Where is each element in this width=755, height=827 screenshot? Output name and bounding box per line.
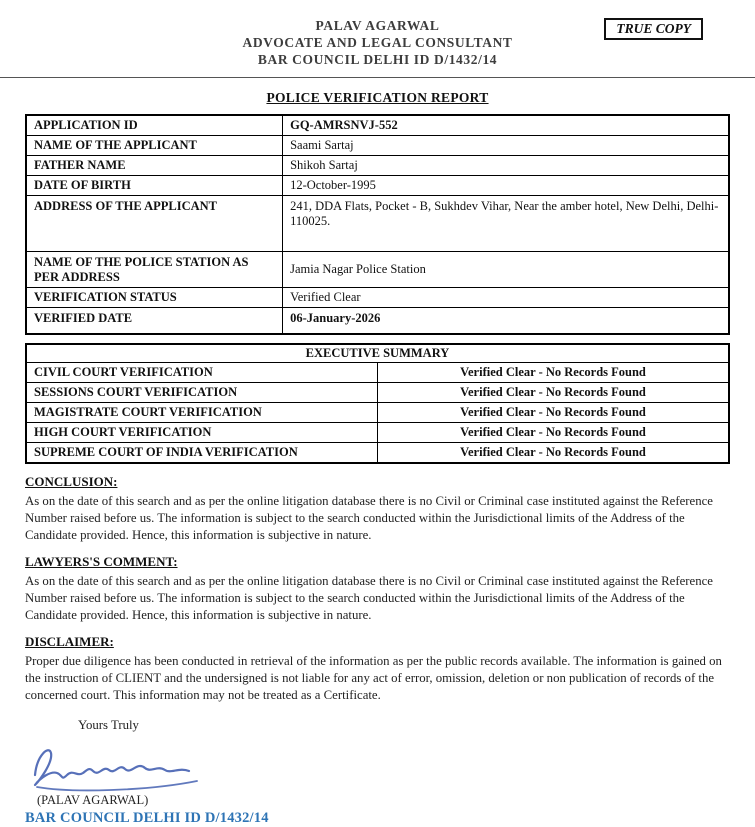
table-row [26,382,729,402]
verification-result: Verified Clear - No Records Found [378,362,730,382]
verification-label: SUPREME COURT OF INDIA VERIFICATION [26,442,378,463]
document-body [25,114,730,827]
verification-label: MAGISTRATE COURT VERIFICATION [26,402,378,422]
table-row [26,288,729,308]
table-row [26,115,729,136]
table-row [26,156,729,176]
field-label: VERIFIED DATE [26,308,283,334]
advocate-designation: ADVOCATE AND LEGAL CONSULTANT [242,35,513,50]
table-row [26,442,729,463]
section-text: As on the date of this search and as per the online litigation database there is no Civil or Criminal case instituted against the Reference Number raised before us. The information is subject to the search conducted within the Jurisdictional limits of the Address of the Candidate provided. Hence, this information is subjective in nature. [25,493,713,542]
section-heading: LAWYERS'S COMMENT: [25,553,178,569]
field-value: Saami Sartaj [283,136,729,156]
verification-result: Verified Clear - No Records Found [378,382,730,402]
section-heading: CONCLUSION: [25,473,118,489]
verification-result: Verified Clear - No Records Found [378,402,730,422]
field-label: DATE OF BIRTH [26,176,283,196]
executive-summary-table [25,343,730,464]
field-value: Verified Clear [283,288,729,308]
field-value: Jamia Nagar Police Station [283,252,729,288]
table-row [26,402,729,422]
verification-result: Verified Clear - No Records Found [378,422,730,442]
true-copy-stamp: TRUE COPY [604,18,703,40]
section-heading: DISCLAIMER: [25,633,114,649]
section-lawyers-comment [25,554,730,624]
table-row [26,196,729,252]
table-row [26,308,729,334]
report-title: POLICE VERIFICATION REPORT [266,90,489,105]
table-row [26,252,729,288]
advocate-bar-id: BAR COUNCIL DELHI ID D/1432/14 [257,52,498,67]
verification-label: HIGH COURT VERIFICATION [26,422,378,442]
verification-label: SESSIONS COURT VERIFICATION [26,382,378,402]
field-label: APPLICATION ID [26,115,283,136]
verification-label: CIVIL COURT VERIFICATION [26,362,378,382]
field-label: NAME OF THE APPLICANT [26,136,283,156]
field-label: ADDRESS OF THE APPLICANT [26,196,283,252]
executive-summary-title: EXECUTIVE SUMMARY [26,344,729,363]
field-value: 12-October-1995 [283,176,729,196]
letterhead-divider [0,77,755,78]
table-header-row [26,344,729,363]
field-label: NAME OF THE POLICE STATION AS PER ADDRESS [26,252,283,288]
applicant-details-table [25,114,730,335]
section-text: As on the date of this search and as per the online litigation database there is no Civil or Criminal case instituted against the Reference Number raised before us. The information is subject to the search conducted within the Jurisdictional limits of the Address of the Candidate provided. Hence, this information is subjective in nature. [25,573,713,622]
field-label: VERIFICATION STATUS [26,288,283,308]
signatory-name: (PALAV AGARWAL) [37,792,149,807]
table-row [26,422,729,442]
field-label: FATHER NAME [26,156,283,176]
section-text: Proper due diligence has been conducted in retrieval of the information as per the public records available. The information is gained on the instruction of CLIENT and the undersigned is not liable for any act of error, omission, deletion or non publication of records of the concerned court. This information may not be treated as a Certificate. [25,653,722,702]
signatory-bar-id: BAR COUNCIL DELHI ID D/1432/14 [25,809,269,826]
closing-line: Yours Truly [78,717,139,732]
table-row [26,176,729,196]
table-row [26,136,729,156]
field-value: Shikoh Sartaj [283,156,729,176]
section-conclusion [25,474,730,544]
advocate-name: PALAV AGARWAL [315,18,440,33]
field-value: GQ-AMRSNVJ-552 [283,115,729,136]
table-row [26,362,729,382]
field-value: 241, DDA Flats, Pocket - B, Sukhdev Vihar, Near the amber hotel, New Delhi, Delhi-110025. [283,196,729,252]
signature-block [25,718,730,827]
verification-result: Verified Clear - No Records Found [378,442,730,463]
section-disclaimer [25,634,730,704]
signature-image [27,741,730,793]
field-value: 06-January-2026 [283,308,729,334]
